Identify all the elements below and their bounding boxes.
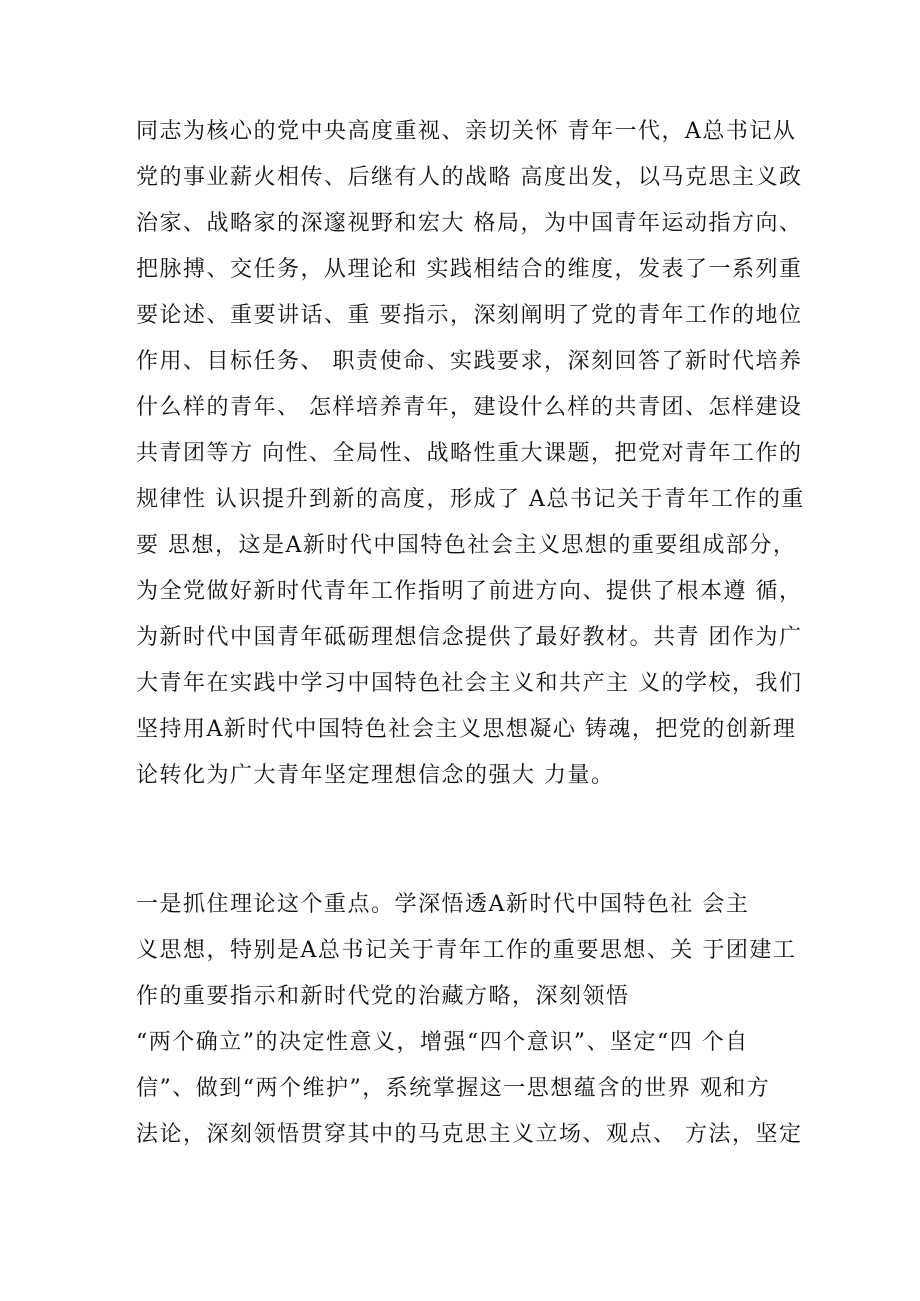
text-line: 为新时代中国青年砥砺理想信念提供了最好教材。共青 团作为广 bbox=[136, 625, 803, 650]
text-line: 治家、战略家的深邃视野和宏大 格局，为中国青年运动指方向、 bbox=[136, 211, 803, 236]
text-line: 信”、做到“两个维护”，系统掌握这一思想蕴含的世界 观和方 bbox=[136, 1076, 771, 1101]
text-line: “两个确立”的决定性意义，增强“四个意识”、坚定“四 个自 bbox=[136, 1030, 749, 1055]
text-line: 论转化为广大青年坚定理想信念的强大 力量。 bbox=[136, 763, 615, 788]
text-line: 共青团等方 向性、全局性、战略性重大课题，把党对青年工作的 bbox=[136, 441, 803, 466]
text-line: 作用、目标任务、 职责使命、实践要求，深刻回答了新时代培养 bbox=[136, 349, 803, 374]
text-line: 把脉搏、交任务，从理论和 实践相结合的维度，发表了一系列重 bbox=[136, 257, 803, 282]
paragraph-2 bbox=[136, 882, 816, 1158]
paragraph-1 bbox=[136, 109, 816, 799]
text-line: 义思想，特别是A总书记关于青年工作的重要思想、关 于团建工 bbox=[136, 938, 797, 963]
text-line: 作的重要指示和新时代党的治藏方略，深刻领悟 bbox=[136, 984, 630, 1009]
text-line: 大青年在实践中学习中国特色社会主义和共产主 义的学校，我们 bbox=[136, 671, 803, 696]
text-line: 一是抓住理论这个重点。学深悟透A新时代中国特色社 会主 bbox=[136, 892, 750, 917]
text-line: 同志为核心的党中央高度重视、亲切关怀 青年一代，A总书记从 bbox=[136, 119, 797, 144]
text-line: 坚持用A新时代中国特色社会主义思想凝心 铸魂，把党的创新理 bbox=[136, 717, 797, 742]
text-line: 规律性 认识提升到新的高度，形成了 A总书记关于青年工作的重 bbox=[136, 487, 805, 512]
text-line: 什么样的青年、 怎样培养青年，建设什么样的共青团、怎样建设 bbox=[136, 395, 803, 420]
text-line: 党的事业薪火相传、后继有人的战略 高度出发，以马克思主义政 bbox=[136, 165, 803, 190]
text-line: 要论述、重要讲话、重 要指示，深刻阐明了党的青年工作的地位 bbox=[136, 303, 803, 328]
text-line: 法论，深刻领悟贯穿其中的马克思主义立场、观点、 方法，坚定 bbox=[136, 1122, 803, 1147]
text-line: 要 思想，这是A新时代中国特色社会主义思想的重要组成部分， bbox=[136, 533, 797, 558]
text-line: 为全党做好新时代青年工作指明了前进方向、提供了根本遵 循， bbox=[136, 579, 803, 604]
